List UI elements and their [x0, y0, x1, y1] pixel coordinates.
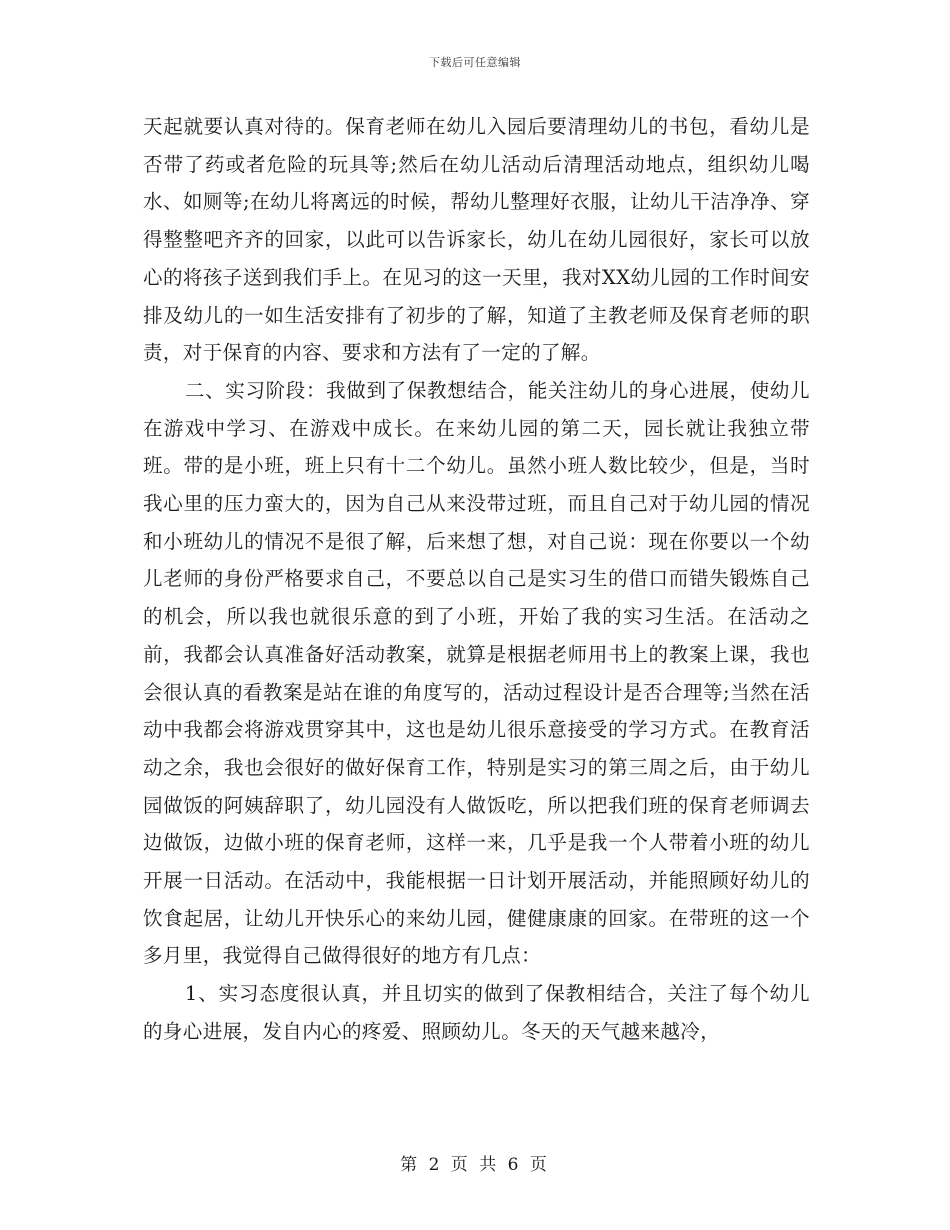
paragraph-point-one: 1、实习态度很认真，并且切实的做到了保教相结合，关注了每个幼儿的身心进展，发自内心的疼爱、照顾幼儿。冬天的天气越来越冷， — [143, 982, 810, 1043]
paragraph-internship-stage: 二、实习阶段：我做到了保教想结合，能关注幼儿的身心进展，使幼儿在游戏中学习、在游戏中成长。在来幼儿园的第二天，园长就让我独立带班。带的是小班，班上只有十二个幼儿。虽然小班人数比较少，但是，当时我心里的压力蛮大的，因为自己从来没带过班，而且自己对于幼儿园的情况和小班幼儿的情况不是很了解，后来想了想，对自己说：现在你要以一个幼儿老师的身份严格要求自己，不要总以自己是实习生的借口而错失锻炼自己的机会，所以我也就很乐意的到了小班，开始了我的实习生活。在活动之前，我都会认真准备好活动教案，就算是根据老师用书上的教案上课，我也会很认真的看教案是站在谁的角度写的，活动过程设计是否合理等;当然在活动中我都会将游戏贯穿其中，这也是幼儿很乐意接受的学习方式。在教育活动之余，我也会很好的做好保育工作，特别是实习的第三周之后，由于幼儿园做饭的阿姨辞职了，幼儿园没有人做饭吃，所以把我们班的保育老师调去边做饭，边做小班的保育老师，这样一来，几乎是我一个人带着小班的幼儿开展一日活动。在活动中，我能根据一日计划开展活动，并能照顾好幼儿的饮食起居，让幼儿开快乐心的来幼儿园，健健康康的回家。在带班的这一个多月里，我觉得自己做得很好的地方有几点： — [143, 378, 810, 968]
document-body — [143, 108, 810, 1051]
page-number-footer: 第 2 页 共 6 页 — [400, 1155, 550, 1175]
page-header: 下载后可任意编辑 — [429, 56, 521, 69]
paragraph-continuation: 天起就要认真对待的。保育老师在幼儿入园后要清理幼儿的书包，看幼儿是否带了药或者危险的玩具等;然后在幼儿活动后清理活动地点，组织幼儿喝水、如厕等;在幼儿将离远的时候，帮幼儿整理好衣服，让幼儿干洁净净、穿得整整吧齐齐的回家，以此可以告诉家长，幼儿在幼儿园很好，家长可以放心的将孩子送到我们手上。在见习的这一天里，我对XX幼儿园的工作时间安排及幼儿的一如生活安排有了初步的了解，知道了主教老师及保育老师的职责，对于保育的内容、要求和方法有了一定的了解。 — [143, 115, 810, 365]
